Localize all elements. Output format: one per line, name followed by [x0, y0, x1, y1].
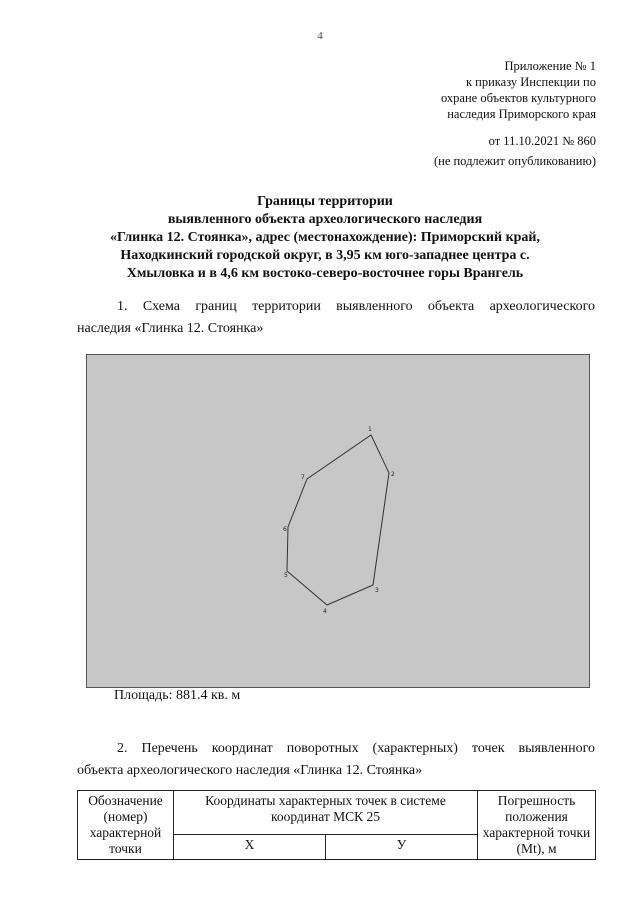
area-label: Площадь: 881.4 кв. м	[114, 688, 241, 703]
header-coordinates: Координаты характерных точек в системе координат МСК 25	[174, 791, 478, 835]
point-label: 7	[301, 474, 305, 481]
point-label: 5	[284, 572, 288, 579]
point-label: 6	[283, 526, 287, 533]
title-line: Границы территории	[257, 194, 393, 209]
header-accuracy: Погрешность положения характерной точки (Mt), м	[478, 791, 596, 860]
appendix-line: Приложение № 1	[504, 59, 596, 73]
section-1-line: 1. Схема границ территории выявленного объекта археологического	[117, 299, 595, 314]
title-line: выявленного объекта археологического наследия	[167, 212, 483, 227]
boundary-scheme	[87, 355, 589, 687]
point-label: 4	[323, 608, 327, 615]
point-label: 3	[375, 587, 379, 594]
header-point-designation: Обозначение (номер) характерной точки	[78, 791, 174, 860]
appendix-line: наследия Приморского края	[447, 107, 596, 121]
section-2-heading	[77, 738, 595, 782]
document-title	[60, 193, 590, 283]
appendix-block	[441, 58, 596, 122]
publication-note: (не подлежит опубликованию)	[433, 154, 596, 168]
boundary-polygon	[287, 435, 389, 605]
order-reference: от 11.10.2021 № 860	[488, 134, 596, 148]
section-2-line: 2. Перечень координат поворотных (характерных) точек выявленного	[117, 741, 595, 756]
title-line: Находкинский городской округ, в 3,95 км юго-западнее центра с.	[120, 248, 530, 263]
header-y: У	[326, 835, 478, 860]
point-label: 1	[368, 426, 372, 433]
point-label: 2	[391, 471, 395, 478]
boundary-map	[86, 354, 590, 688]
section-1-heading	[77, 296, 595, 340]
table-header-row	[78, 791, 596, 835]
section-1-line: наследия «Глинка 12. Стоянка»	[77, 321, 264, 336]
appendix-line: к приказу Инспекции по	[465, 75, 596, 89]
appendix-line: охране объектов культурного	[440, 91, 596, 105]
title-line: «Глинка 12. Стоянка», адрес (местонахождение): Приморский край,	[110, 230, 540, 245]
page-number: 4	[317, 30, 323, 42]
title-line: Хмыловка и в 4,6 км востоко-северо-восточнее горы Врангель	[126, 266, 524, 281]
header-x: X	[174, 835, 326, 860]
coordinates-table	[77, 790, 596, 860]
section-2-line: объекта археологического наследия «Глинка 12. Стоянка»	[77, 763, 423, 778]
